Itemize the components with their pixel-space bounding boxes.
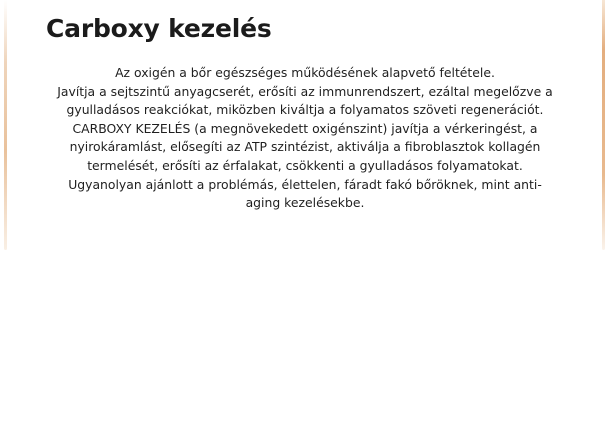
- description-line: nyirokáramlást, elősegíti az ATP szintézist, aktiválja a fibroblasztok kollagén: [69, 139, 541, 155]
- description-line: Ugyanolyan ajánlott a problémás, élettelen, fáradt fakó bőröknek, mint anti-: [68, 176, 542, 192]
- description-line: gyulladásos reakciókat, miközben kiváltja a folyamatos szöveti regenerációt.: [66, 102, 544, 118]
- left-edge-accent: [4, 0, 7, 250]
- description-line: Az oxigén a bőr egészséges működésének alapvető feltétele.: [115, 65, 495, 80]
- description-line: CARBOXY KEZELÉS (a megnövekedett oxigénszint) javítja a vérkeringést, a: [72, 120, 538, 136]
- page-title: Carboxy kezelés: [46, 14, 272, 43]
- right-edge-accent: [602, 0, 605, 250]
- description-line: Javítja a sejtszintű anyagcserét, erősíti az immunrendszert, ezáltal megelőzve a: [57, 83, 553, 99]
- description-paragraph: [28, 64, 582, 213]
- description-line: termelését, erősíti az érfalakat, csökkenti a gyulladásos folyamatokat.: [87, 157, 523, 173]
- description-line: aging kezelésekbe.: [245, 195, 365, 211]
